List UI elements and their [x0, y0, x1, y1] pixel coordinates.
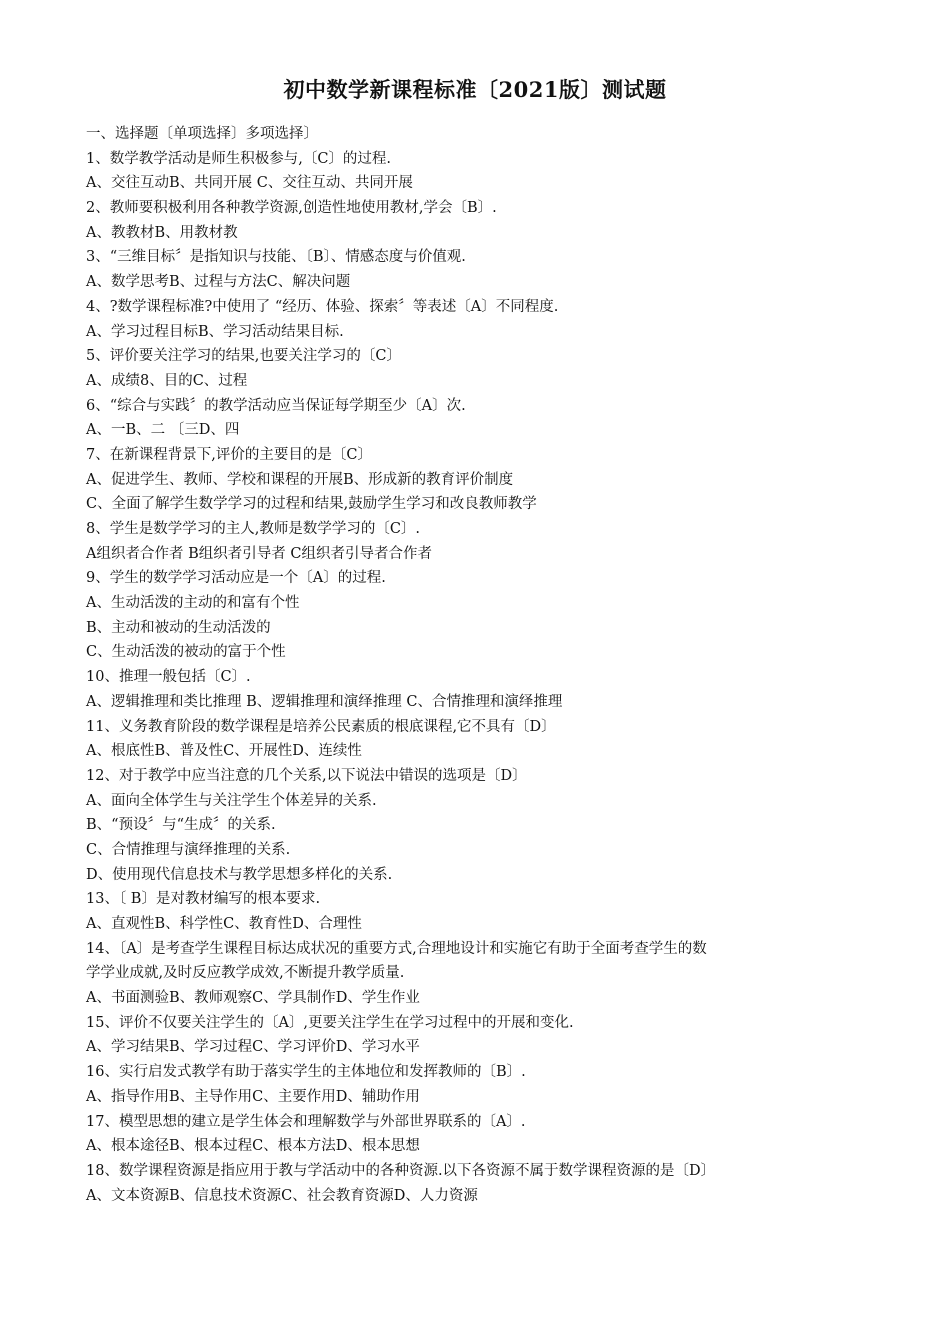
text-line: 2、教师要积极利用各种教学资源,创造性地使用教材,学会〔B〕.	[86, 200, 497, 217]
text-line: 8、学生是数学学习的主人,教师是数学学习的〔C〕.	[86, 521, 421, 537]
text-line: A、交往互动B、共同开展 C、交往互动、共同开展	[86, 175, 413, 192]
text-line: 6、“综合与实践〞的教学活动应当保证每学期至少〔A〕次.	[86, 397, 466, 414]
text-line: A、学习过程目标B、学习活动结果目标.	[86, 323, 344, 340]
text-line: 10、推理一般包括〔C〕.	[86, 669, 251, 686]
text-line: C、生动活泼的被动的富于个性	[86, 644, 286, 661]
text-line: 5、评价要关注学习的结果,也要关注学习的〔C〕	[86, 348, 401, 365]
text-line: A组织者合作者 B组织者引导者 C组织者引导者合作者	[86, 545, 432, 562]
text-line: 13、〔 B〕是对教材编写的根本要求.	[86, 891, 321, 908]
text-line: A、逻辑推理和类比推理 B、逻辑推理和演绎推理 C、合情推理和演绎推理	[86, 693, 563, 710]
text-line: A、数学思考B、过程与方法C、解决问题	[86, 274, 351, 291]
text-line: 3、“三维目标〞是指知识与技能、〔B〕、情感态度与价值观.	[86, 249, 466, 266]
text-line: 一、选择题〔单项选择〕多项选择〕	[86, 126, 318, 142]
text-line: C、合情推理与演绎推理的关系.	[86, 841, 291, 858]
text-line: A、面向全体学生与关注学生个体差异的关系.	[86, 792, 377, 809]
text-line: A、教教材B、用教材教	[86, 224, 238, 241]
text-line: 17、模型思想的建立是学生体会和理解数学与外部世界联系的〔A〕.	[86, 1113, 526, 1130]
text-line: A、生动活泼的主动的和富有个性	[86, 595, 300, 612]
text-line: A、一B、二 〔三D、四	[86, 422, 240, 439]
text-line: A、根本途径B、根本过程C、根本方法D、根本思想	[86, 1138, 420, 1155]
text-line: D、使用现代信息技术与教学思想多样化的关系.	[86, 866, 393, 883]
text-line: A、文本资源B、信息技术资源C、社会教育资源D、人力资源	[86, 1187, 478, 1204]
text-line: A、促进学生、教师、学校和课程的开展B、形成新的教育评价制度	[86, 471, 514, 488]
document-body	[86, 122, 846, 1208]
text-line: B、“预设〞与“生成〞的关系.	[86, 817, 276, 834]
text-line: 18、数学课程资源是指应用于教与学活动中的各种资源.以下各资源不属于数学课程资源的是〔D〕	[86, 1162, 716, 1179]
text-line: A、学习结果B、学习过程C、学习评价D、学习水平	[86, 1039, 420, 1056]
text-line: 9、学生的数学学习活动应是一个〔A〕的过程.	[86, 570, 386, 587]
document-title: 初中数学新课程标准〔2021版〕测试题	[283, 77, 667, 102]
text-line: A、书面测验B、教师观察C、学具制作D、学生作业	[86, 990, 420, 1007]
text-line: 15、评价不仅要关注学生的〔A〕,更要关注学生在学习过程中的开展和变化.	[86, 1014, 574, 1031]
text-line: 学学业成就,及时反应教学成效,不断提升教学质量.	[86, 965, 405, 982]
text-line: B、主动和被动的生动活泼的	[86, 619, 271, 636]
text-line: A、指导作用B、主导作用C、主要作用D、辅助作用	[86, 1088, 420, 1105]
text-line: A、根底性B、普及性C、开展性D、连续性	[86, 743, 362, 760]
text-line: 11、义务教育阶段的数学课程是培养公民素质的根底课程,它不具有〔D〕	[86, 718, 556, 735]
text-line: 7、在新课程背景下,评价的主要目的是〔C〕	[86, 446, 372, 463]
text-line: 12、对于教学中应当注意的几个关系,以下说法中错误的选项是〔D〕	[86, 767, 527, 784]
text-line: 4、?数学课程标准?中使用了 “经历、体验、探索〞等表述〔A〕不同程度.	[86, 298, 559, 315]
text-line: 16、实行启发式教学有助于落实学生的主体地位和发挥教师的〔B〕.	[86, 1064, 526, 1081]
text-line: 14、〔A〕是考查学生课程目标达成状况的重要方式,合理地设计和实施它有助于全面考查学生的数	[86, 940, 707, 957]
text-line: A、直观性B、科学性C、教育性D、合理性	[86, 916, 362, 932]
text-line: 1、数学教学活动是师生积极参与,〔C〕的过程.	[86, 150, 392, 167]
text-line: A、成绩8、目的C、过程	[86, 372, 248, 389]
text-line: C、全面了解学生数学学习的过程和结果,鼓励学生学习和改良教师教学	[86, 496, 537, 513]
